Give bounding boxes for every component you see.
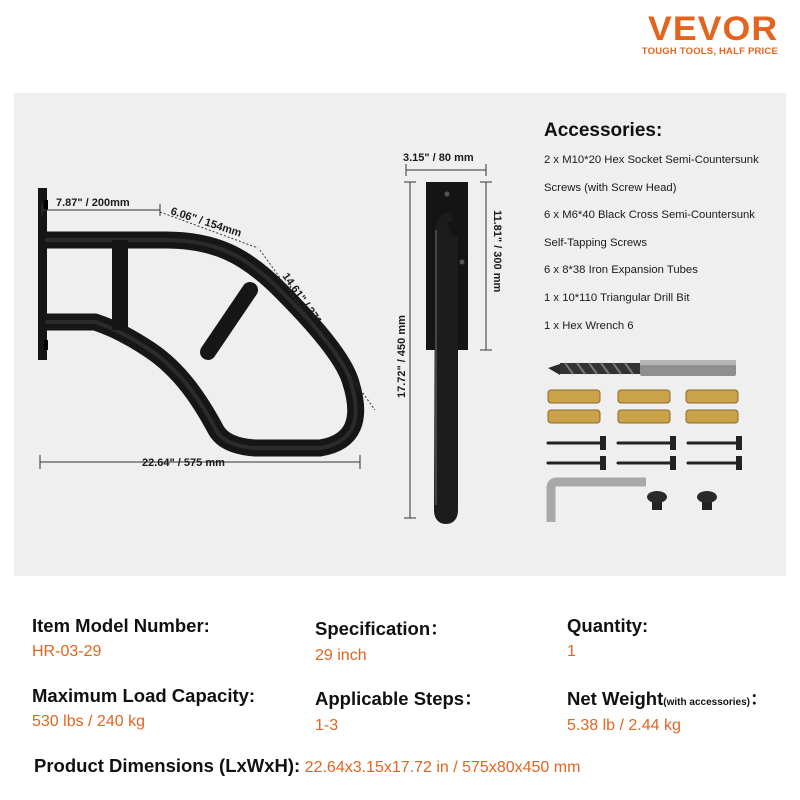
spec-load — [32, 685, 255, 731]
accessory-item: 1 x 10*110 Triangular Drill Bit — [544, 291, 690, 304]
quantity-value: 1 — [567, 643, 576, 660]
dim-plate-height: 11.81" / 300 mm — [491, 210, 503, 293]
brand-name: VEVOR — [647, 10, 778, 48]
load-label: Maximum Load Capacity: — [32, 685, 256, 706]
product-dimensions-row — [34, 755, 580, 777]
model-label: Item Model Number: — [32, 615, 210, 636]
quantity-label: Quantity: — [567, 615, 649, 636]
weight-label — [567, 685, 769, 711]
spec-specification — [315, 615, 449, 665]
specification-label: Specification： — [315, 618, 449, 639]
dim-total-length: 22.64" / 575 mm — [142, 457, 225, 469]
weight-value: 5.38 lb / 2.44 kg — [567, 717, 681, 734]
steps-value: 1-3 — [315, 717, 339, 734]
hex-wrench — [551, 482, 646, 522]
accessories-title: Accessories: — [544, 120, 663, 141]
dim-bend-2: 14.61" / 371mm — [279, 270, 336, 344]
dims-value: 22.64x3.15x17.72 in / 575x80x450 mm — [304, 759, 581, 776]
expansion-tubes — [548, 390, 738, 423]
dim-top-length: 7.87" / 200mm — [56, 197, 130, 209]
weight-label-text: Net Weight — [567, 688, 664, 709]
handrail-front-view — [426, 182, 468, 518]
dim-bend-1: 6.06" / 154mm — [169, 205, 243, 240]
self-tapping-screws — [548, 443, 740, 463]
brand-tagline: TOUGH TOOLS, HALF PRICE — [641, 46, 778, 57]
hex-socket-screws — [647, 491, 717, 510]
spec-quantity — [567, 615, 648, 661]
accessory-item: Screws (with Screw Head) — [544, 181, 677, 194]
handrail-tube-outline — [47, 240, 356, 448]
load-value: 530 lbs / 240 kg — [32, 713, 145, 730]
accessory-item: 6 x M6*40 Black Cross Semi-Countersunk — [544, 209, 755, 222]
steps-label: Applicable Steps： — [315, 688, 483, 709]
weight-colon: ： — [750, 688, 769, 709]
dim-plate-width: 3.15" / 80 mm — [403, 152, 474, 164]
accessory-item: 6 x 8*38 Iron Expansion Tubes — [544, 264, 698, 277]
dims-label: Product Dimensions (LxWxH): — [34, 755, 301, 776]
dim-total-height: 17.72" / 450 mm — [396, 315, 408, 398]
weight-note: (with accessories) — [663, 697, 750, 708]
spec-model — [32, 615, 210, 661]
accessories-illustration — [548, 360, 742, 522]
accessory-item: 2 x M10*20 Hex Socket Semi-Countersunk — [544, 154, 759, 166]
accessory-item: 1 x Hex Wrench 6 — [544, 319, 634, 332]
drill-bit — [548, 360, 736, 376]
front-tube — [440, 219, 452, 518]
model-value: HR-03-29 — [32, 643, 102, 660]
handrail-diagonal-brace — [208, 290, 250, 352]
accessory-item: Self-Tapping Screws — [544, 236, 647, 249]
specification-value: 29 inch — [315, 647, 367, 664]
accessories-list — [544, 147, 784, 340]
spec-weight — [567, 685, 769, 735]
spec-steps — [315, 685, 483, 735]
